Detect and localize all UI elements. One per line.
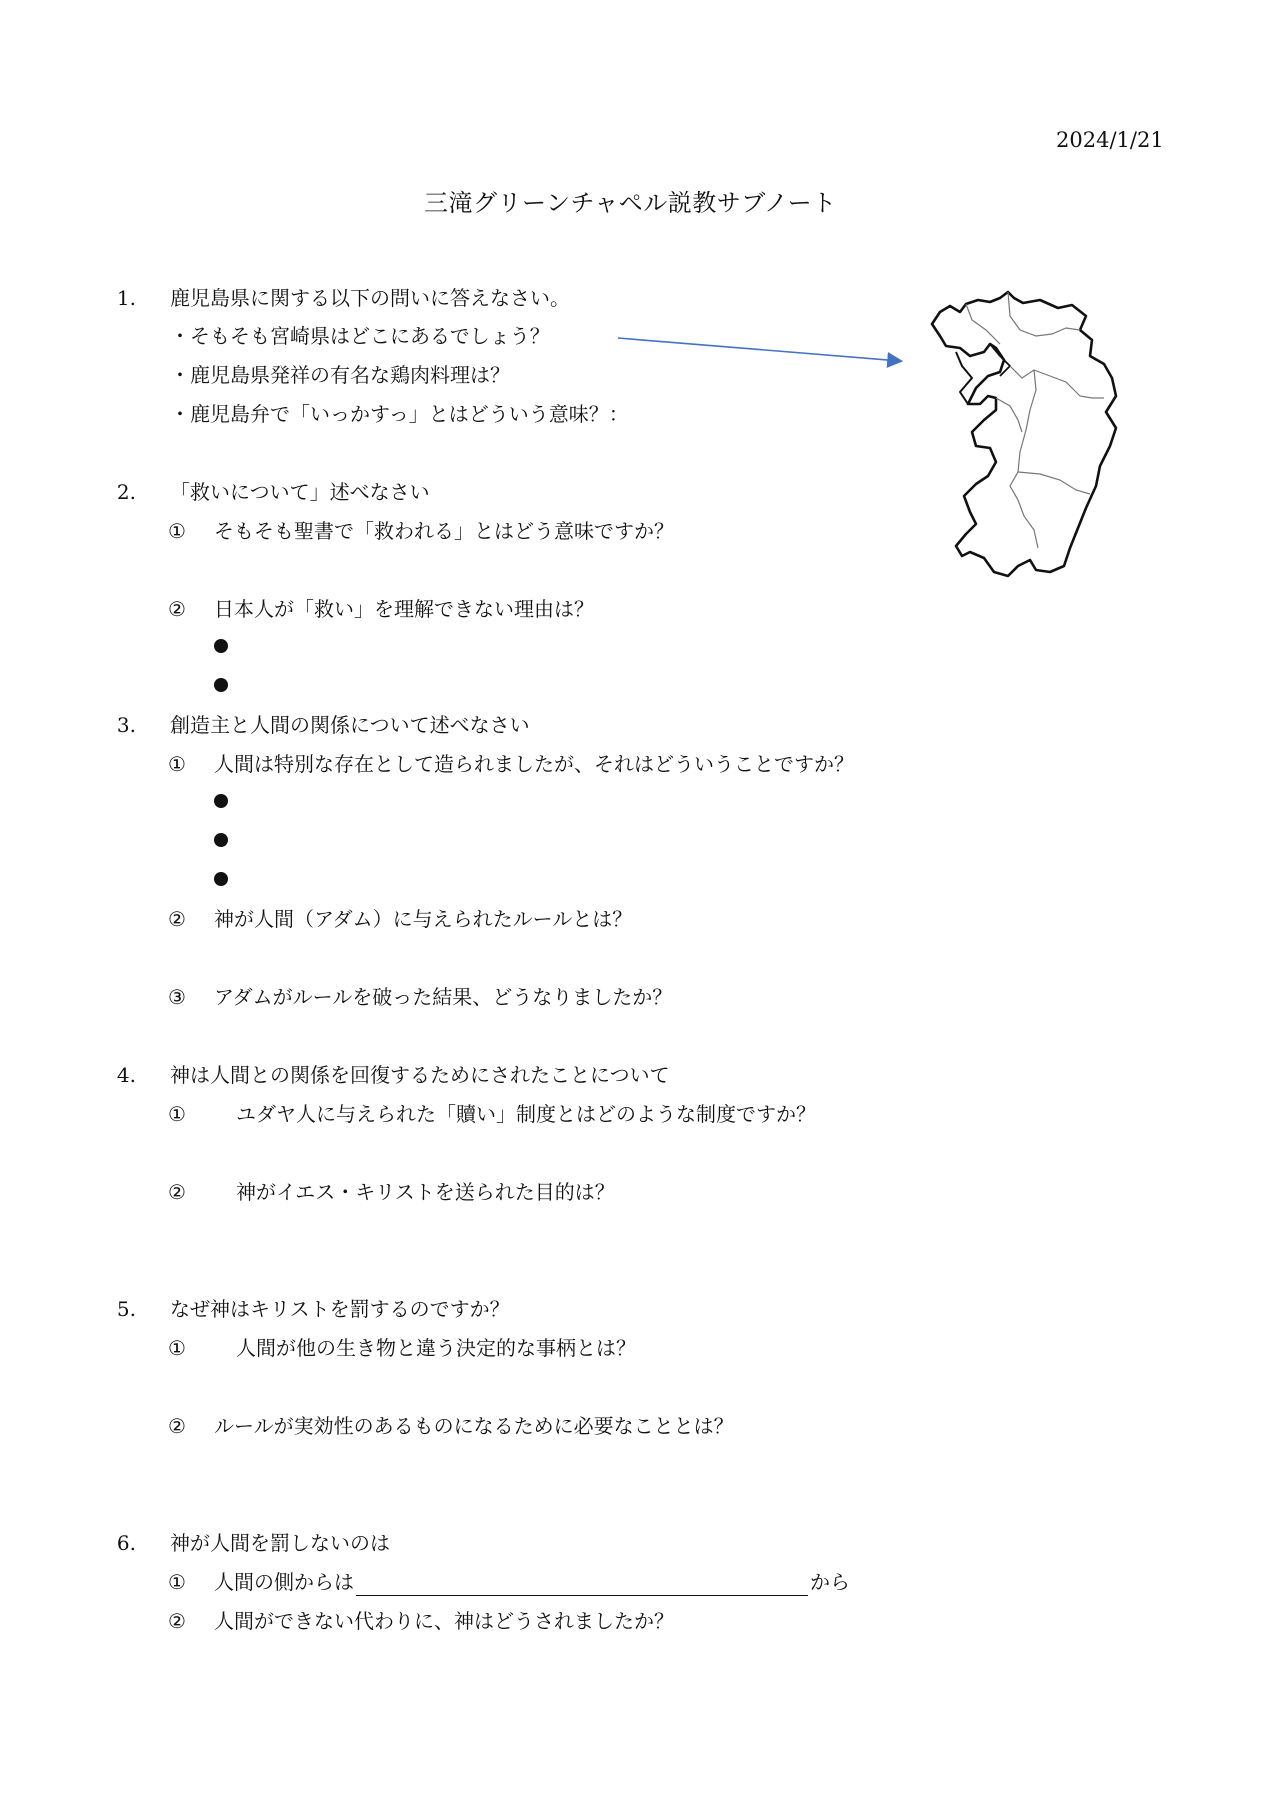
question-item: ・鹿児島県発祥の有名な鶏肉料理は？ [170,363,510,387]
question-number: 5. [116,1297,136,1321]
question-text: 「救いについて」述べなさい [170,480,430,504]
sub-question-text: 人間が他の生き物と違う決定的な事柄とは？ [236,1336,636,1360]
sub-mark: ① [168,1336,186,1360]
question-text: なぜ神はキリストを罰するのですか？ [170,1297,510,1321]
sub-mark: ① [168,752,186,776]
question-number: 3. [116,713,136,737]
question-text: 創造主と人間の関係について述べなさい [170,713,530,737]
sub-question-text: 日本人が「救い」を理解できない理由は？ [214,597,594,621]
bullet-icon [214,678,228,692]
prefecture-borders [966,292,1104,548]
bullet-icon [214,639,228,653]
question-number: 4. [116,1063,136,1087]
bullet-icon [214,872,228,886]
sub-mark: ② [168,1414,186,1438]
sub-mark: ② [168,597,186,621]
sub-question-text: 神が人間（アダム）に与えられたルールとは？ [214,907,633,931]
question-item: ・そもそも宮崎県はどこにあるでしょう？ [170,324,550,348]
sub-question-text: 人間ができない代わりに、神はどうされましたか？ [214,1609,674,1633]
sub-question-text: 人間は特別な存在として造られましたが、それはどういうことですか？ [214,752,854,776]
sub-mark: ① [168,1570,186,1594]
pointer-arrow [618,338,900,361]
question-text: 神は人間との関係を回復するためにされたことについて [170,1063,670,1087]
date: 2024/1/21 [1056,128,1164,152]
sub-question-text: アダムがルールを破った結果、どうなりましたか？ [214,985,673,1009]
sub-question-text: ルールが実効性のあるものになるために必要なこととは？ [214,1414,734,1438]
question-number: 1. [116,286,136,310]
sub-mark: ① [168,1102,186,1126]
sub-question-text: そもそも聖書で「救われる」とはどう意味ですか？ [214,519,674,543]
question-text: 鹿児島県に関する以下の問いに答えなさい。 [170,286,570,310]
fill-in-sentence [214,1568,850,1596]
question-number: 6. [116,1531,136,1555]
answer-blank[interactable] [356,1575,808,1596]
bullet-icon [214,833,228,847]
fill-in-prefix: 人間の側からは [214,1570,354,1594]
sub-question-text: ユダヤ人に与えられた「贖い」制度とはどのような制度ですか？ [236,1102,816,1126]
sub-question-text: 神がイエス・キリストを送られた目的は？ [236,1180,615,1204]
question-number: 2. [116,480,136,504]
question-item: ・鹿児島弁で「いっかすっ」とはどういう意味？： [170,402,629,426]
sub-mark: ① [168,519,186,543]
kyushu-map-icon [932,292,1116,576]
fill-in-suffix: から [810,1570,850,1594]
sub-mark: ② [168,1180,186,1204]
sub-mark: ③ [168,985,186,1009]
bullet-icon [214,794,228,808]
sub-mark: ② [168,907,186,931]
sub-mark: ② [168,1609,186,1633]
page-title: 三滝グリーンチャペル説教サブノート [424,189,837,217]
question-text: 神が人間を罰しないのは [170,1531,390,1555]
